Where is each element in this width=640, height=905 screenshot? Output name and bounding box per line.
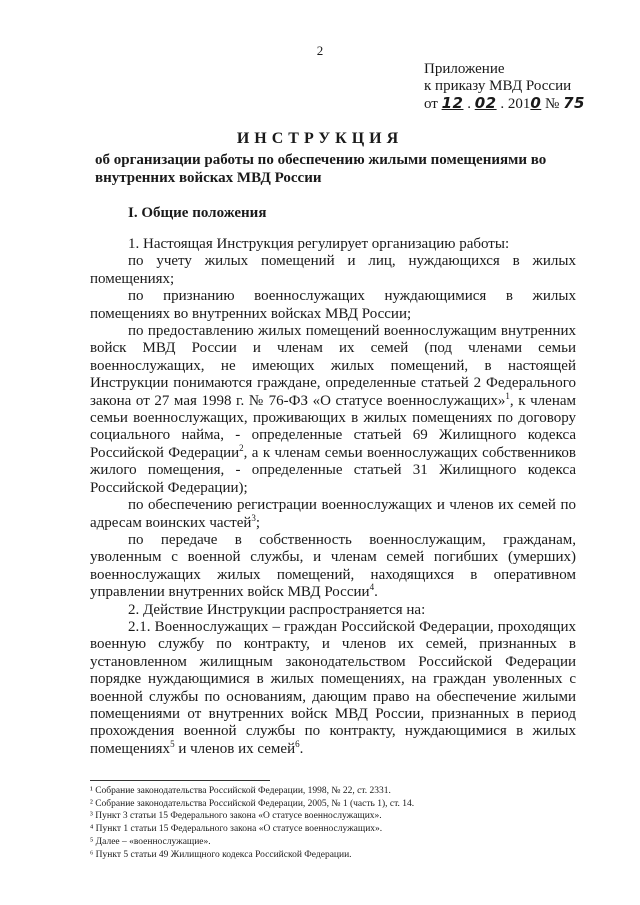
footnote-ref: 6 <box>295 738 300 749</box>
footnote: ⁴ Пункт 1 статьи 15 Федерального закона «О статусе военнослужащих». <box>90 824 383 835</box>
footnote-ref: 3 <box>251 512 256 523</box>
footnote: ³ Пункт 3 статьи 15 Федерального закона «О статусе военнослужащих». <box>90 811 382 822</box>
document-subtitle: об организации работы по обеспечению жилыми помещениями во внутренних войсках МВД России <box>95 152 547 186</box>
section-heading: I. Общие положения <box>128 205 267 221</box>
date-prefix: от <box>424 96 438 112</box>
footnote-divider <box>90 780 270 781</box>
footnote: ¹ Собрание законодательства Российской Федерации, 1998, № 22, ст. 2331. <box>90 786 391 796</box>
paragraph: по предоставлению жилых помещений военнослужащим внутренних войск МВД России и членам их семей (под членами семьи военнослужащих, не имеющих жилых помещений, в настоящей Инструкции понимаются граждане, определенные статьей 2 Федерального закона от 27 мая 1998 г. № 76-ФЗ «О статусе военнослужащих»$^1$, к членам семьи военнослужащих, проживающих в жилых помещениях по договору социального найма, - определенные статьей 69 Жилищного кодекса Российской Федерации$^2$, а к членам семьи военнослужащих собственников жилого помещения, - определенные статьей 31 Жилищного кодекса Российской Федерации); <box>90 323 577 496</box>
footnote-ref: 2 <box>239 442 244 453</box>
date-year-handwritten: 0 <box>530 94 542 112</box>
paragraph: по признанию военнослужащих нуждающимися в жилых помещениях во внутренних войсках МВД России; <box>90 288 576 322</box>
page-number: 2 <box>316 43 324 58</box>
paragraph: по передаче в собственность военнослужащим, гражданам, уволенным с военной службы, и членам семей погибших (умерших) военнослужащих жилых помещений, находящихся в оперативном управлении внутренних войск МВД России$^4$. <box>90 531 576 601</box>
date-separator: . <box>463 96 475 112</box>
number-prefix: № <box>541 96 564 112</box>
footnote: ² Собрание законодательства Российской Федерации, 2005, № 1 (часть 1), ст. 14. <box>90 798 415 809</box>
appendix-header <box>424 61 585 113</box>
paragraph: 2.1. Военнослужащих – граждан Российской Федерации, проходящих военную службу по контракту, и членов их семей, признанных в установленном жилищным законодательством Российской Федерации порядке нуждающимися в жилых помещениях, на граждан уволенных с военной службы по основаниям, дающим право на обеспечение жилыми помещениями от внутренних войск МВД России, признанных в период прохождения военной службы по контракту, нуждающимися в жилых помещениях$^5$ и членов их семей$^6$. <box>90 618 576 757</box>
footnotes <box>90 785 414 861</box>
appendix-title: Приложение <box>424 61 505 77</box>
footnote: ⁶ Пункт 5 статьи 49 Жилищного кодекса Российской Федерации. <box>90 849 352 860</box>
date-day-handwritten: 12 <box>441 94 464 112</box>
order-number-handwritten: 75 <box>563 94 585 112</box>
appendix-date-line <box>424 95 585 113</box>
paragraph: 1. Настоящая Инструкция регулирует организацию работы: <box>128 236 510 252</box>
footnote: ⁵ Далее – «военнослужащие». <box>90 836 211 847</box>
date-year-printed: . 201 <box>496 96 531 112</box>
footnote-ref: 4 <box>369 582 375 593</box>
footnote-ref: 1 <box>505 390 510 401</box>
document-title: ИНСТРУКЦИЯ <box>236 130 404 147</box>
paragraph: 2. Действие Инструкции распространяется на: <box>128 601 426 618</box>
date-month-handwritten: 02 <box>474 94 497 112</box>
paragraph: по учету жилых помещений и лиц, нуждающихся в жилых помещениях; <box>90 253 576 287</box>
appendix-order-ref: к приказу МВД России <box>424 78 572 94</box>
document-body <box>90 236 576 758</box>
paragraph: по обеспечению регистрации военнослужащих и членов их семей по адресам воинских частей$^3$; <box>90 497 576 531</box>
footnote-ref: 5 <box>170 738 175 749</box>
